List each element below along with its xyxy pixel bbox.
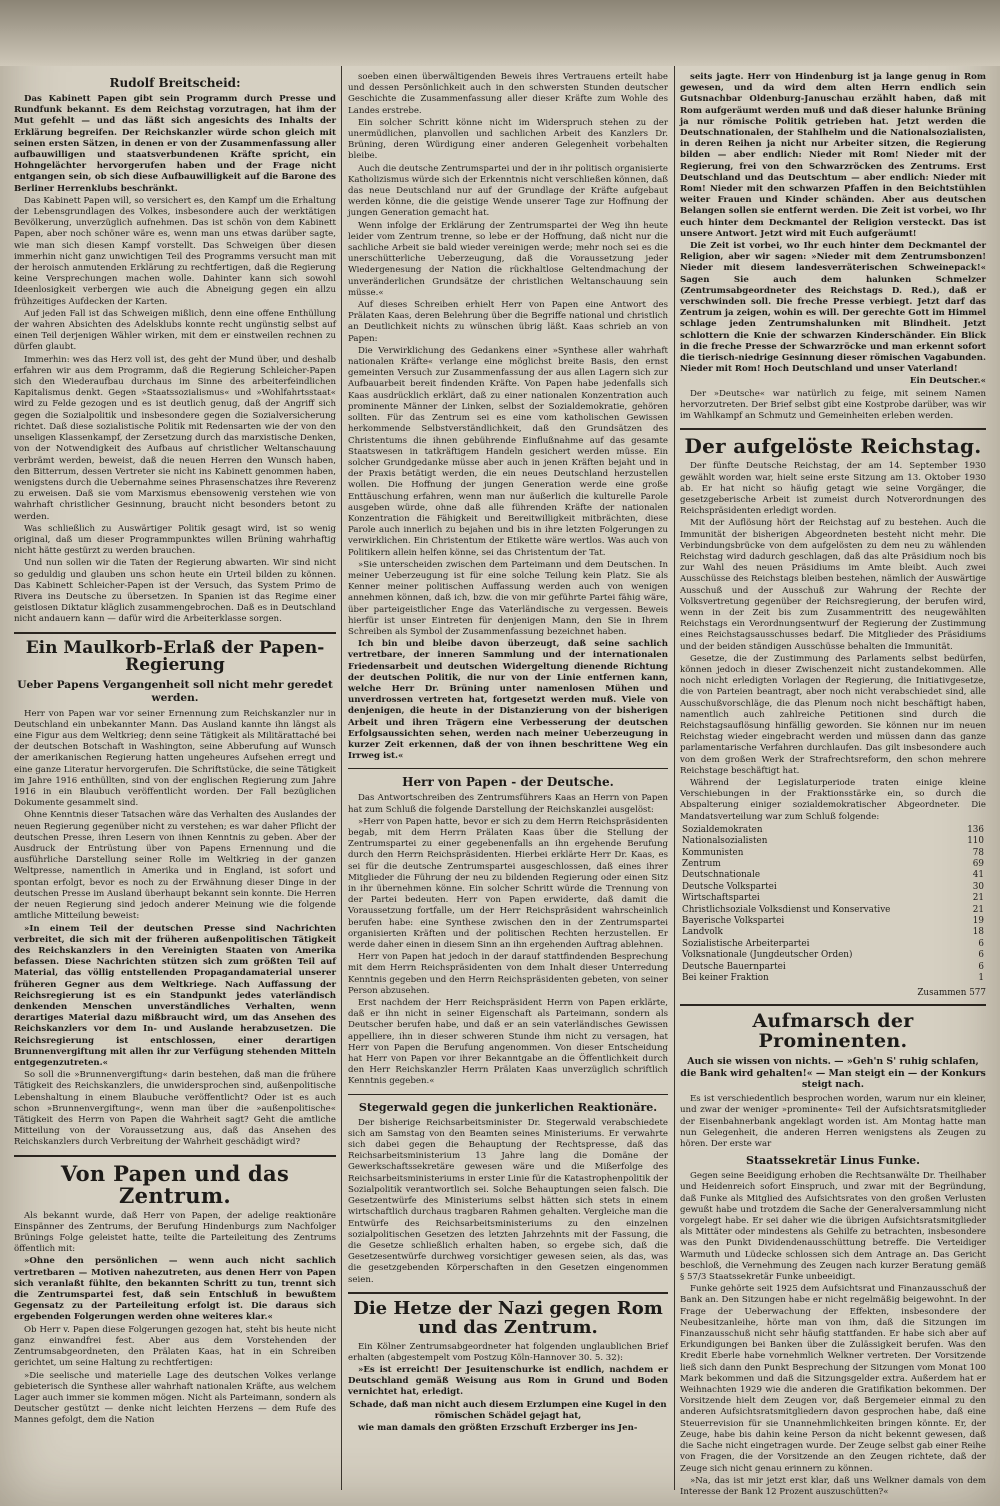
seat-count: 6 [978, 950, 984, 961]
column-3 [680, 72, 986, 1497]
party-name: Christlichsoziale Volksdienst und Konservative [682, 904, 891, 915]
paragraph: Ein Kölner Zentrumsabgeordneter hat folgenden unglaublichen Brief erhalten (abgestempelt vom Postzug Köln-Hannover 30. 5. 32): [348, 1341, 668, 1363]
article-title: Aufmarsch der Prominenten. [752, 1010, 914, 1053]
paragraph: Das Kabinett Papen gibt sein Programm durch Presse und Rundfunk bekannt. Es dem Reichstag vorzutragen, hat ihm der Mut gefehlt — und das läßt sich angesichts des Inhalts der Erklärung begreifen. Der Reichskanzler würde schon gleich mit seinen ersten Sätzen, in denen er von der Zusammenfassung aller aufbauwilligen und staatsverbundenen Kräfte spricht, ein Hohngelächter hervorgerufen haben und der Frage nicht entgangen sein, ob sich diese Aufbauwilligkeit auf die Barone des Berliner Herrenklubs beschränkt. [14, 94, 336, 194]
seat-row [680, 950, 986, 961]
paragraph: Ein solcher Schritt könne nicht im Widerspruch stehen zu der unermüdlichen, planvollen und sachlichen Arbeit des Kanzlers Dr. Brüning, deren Würdigung einer anderen Gelegenheit vorbehalten bleibe. [348, 117, 668, 162]
party-name: Kommunisten [682, 847, 744, 858]
party-name: Zentrum [682, 859, 721, 870]
paragraph: Der »Deutsche« war natürlich zu feige, mit seinem Namen hervorzutreten. Der Brief selbst gibt eine Kostprobe darüber, was wir im Wahlkampf an Schmutz und Gemeinheiten erleben werden. [680, 388, 986, 422]
paragraph: Der bisherige Reichsarbeitsminister Dr. Stegerwald verabschiedete sich am Samstag von den Beamten seines Ministeriums. Er verwahrte sich dabei gegen die Behauptung der Rechtspresse, daß das Reichsarbeitsministerium 13 Jahre lang die Domäne der Gewerkschaftssekretäre gewesen wäre und die Mißerfolge des Reichsarbeitsministeriums in erster Linie für die Katastrophenpolitik der Sozialpolitik verantwortlich sei. Solche Behauptungen seien falsch. Die Gesetzentwürfe des Ministeriums selbst hätten sich stets in einem wirtschaftlich durchaus tragbaren Rahmen gehalten. Vergleiche man die Entwürfe des Reichsarbeitsministeriums zu den einzelnen sozialpolitischen Gesetzen des letzten Jahrzehnts mit der Fassung, die die Gesetze schließlich erhalten haben, so ergebe sich, daß die Gesetzesentwürfe durchweg vorsichtiger gewesen seien, als das, was die gesetzgebenden Körperschaften in den Gesetzen eingenommen seien. [348, 1117, 668, 1285]
paragraph: Herr von Papen war vor seiner Ernennung zum Reichskanzler nur in Deutschland ein unbekannter Mann. Das Ausland kannte ihn längst als eine Figur aus dem Weltkrieg; denn seine Tätigkeit als Militärattaché bei der deutschen Botschaft in Washington, seine Abberufung auf Wunsch der amerikanischen Regierung hatten ungeheures Aufsehen erregt und eine ganze Literatur hervorgerufen. Die Schriftstücke, die seine Tätigkeit im Jahre 1916 enthüllten, sind von der englischen Regierung zum Jahre 1916 in ein Blaubuch veröffentlicht worden. Der Fall bezüglichen Dokumente gesammelt sind. [14, 708, 336, 809]
party-name: Nationalsozialisten [682, 836, 768, 847]
seat-row [680, 882, 986, 893]
divider [680, 428, 986, 430]
paragraph: Schade, daß man nicht auch diesem Erzlumpen eine Kugel in den römischen Schädel gejagt hat, [349, 1399, 667, 1421]
seat-row [680, 973, 986, 984]
divider [680, 1004, 986, 1006]
paragraph: Die Zeit ist vorbei, wo Ihr euch hinter dem Deckmantel der Religion, aber wir sagen: »Nieder mit dem Zentrumsbonzen! Nieder mit diesem landesverräterischen Schweinepack!« Sagen Sie auch dem halunken Schmelzer (Zentrumsabgeordneter des Reichstags D. Red.), daß er verschwinden soll. Die freche Presse verbiegt. Jetzt darf das Zentrum ja zeigen, wohin es will. Der gerechte Gott im Himmel schlage jeden Zentrumshalunken mit Blindheit. Jetzt schlottern die Knie der schwarzen Kinderschänder. Ein Blick in die freche Presse der Schwarzröcke und man erkennt sofort die tierisch-niedrige Gesinnung dieser römischen Vagabunden. Nieder mit Rom! Hoch Deutschland und unser Vaterland! [680, 241, 986, 375]
seat-row [680, 836, 986, 847]
paragraph: Auf dieses Schreiben erhielt Herr von Papen eine Antwort des Prälaten Kaas, deren Belehrung über die Begriffe national und christlich an Deutlichkeit nichts zu wünschen übrig läßt. Kaas schrieb an von Papen: [348, 300, 668, 344]
seat-count: 6 [978, 938, 984, 949]
paragraph: Auch die deutsche Zentrumspartei und der in ihr politisch organisierte Katholizismus würde sich der Erkenntnis nicht verschließen können, daß das neue Deutschland nur auf der Grundlage der Kräfte aufgebaut werden könne, die die geistige Wende unserer Tage zur Hoffnung der jungen Generation gemacht hat. [348, 163, 668, 219]
paragraph: Gegen seine Beeidigung erhoben die Rechtsanwälte Dr. Theilhaber und Heidenreich sofort Einspruch, und zwar mit der Begründung, daß Funke als Mitglied des Aufsichtsrates von den großen Verlusten gewußt habe und trotzdem die Sache der Generalversammlung nicht vorgelegt habe. Er sei daher wie die übrigen Aufsichtsratsmitglieder als Mittäter oder mindestens als Gehilfe zu betrachten, insbesondere was den Punkt Dividendenausschüttung betreffe. Die Verteidiger Warmuth und Lüdecke schlossen sich dem Antrage an. Das Gericht beschloß, die Vernehmung des Zeugen nach kurzer Beratung gemäß § 57/3 Staatssekretär Funke unbeeidigt. [680, 1171, 986, 1283]
paragraph: »Die seelische und materielle Lage des deutschen Volkes verlange gebieterisch die Synthese aller wahrhaft nationalen Kräfte, aus welchem Lager auch immer sie kommen mögen. Nicht als Parteimann, sondern als Deutscher gestützt — denke nicht leichten Herzens — dem Rufe des Mannes gefolgt, dem die Nation [14, 1370, 336, 1426]
column-rule [341, 66, 342, 1490]
party-name: Bayerische Volkspartei [682, 916, 785, 927]
article-papen-deutsche [348, 775, 668, 1087]
seat-row [680, 916, 986, 927]
paragraph: Ob Herr v. Papen diese Folgerungen gezogen hat, steht bis heute nicht ganz einwandfrei fest. Aber aus dem Vorstehenden der Zentrumsabgeordneten, den Prälaten Kaas, hat in ein Schreiben gerichtet, um seine Haltung zu rechtfertigen: [14, 1324, 336, 1369]
article-title: Die Hetze der Nazi gegen Rom und das Zentrum. [353, 1297, 663, 1338]
party-name: Sozialdemokraten [682, 824, 763, 835]
article-reichstag [680, 436, 986, 998]
article-breitscheid [14, 76, 336, 626]
seat-count: 6 [978, 961, 984, 972]
paragraph: Wenn infolge der Erklärung der Zentrumspartei der Weg ihn heute leider vom Zentrum trenne, so lebe er der Hoffnung, daß nicht nur die sachliche Arbeit sie bald wieder vereinigen werde; mehr noch sei es die unerschütterliche Ueberzeugung, daß die Voraussetzung jeder Wiedergenesung der Nation die rückhaltlose Geltendmachung der unveränderlichen Grundsätze der christlichen Weltanschauung sein müsse.« [348, 220, 668, 298]
column-2 [348, 72, 668, 1488]
article-title: Herr von Papen - der Deutsche. [402, 775, 614, 790]
article-subtitle: Ueber Papens Vergangenheit soll nicht mehr geredet werden. [17, 679, 333, 704]
seat-count: 78 [972, 847, 984, 858]
paragraph: Ohne Kenntnis dieser Tatsachen wäre das Verhalten des Auslandes der neuen Regierung gegenüber nicht zu verstehen; es war daher Pflicht der deutschen Presse, ihren Lesern von ihnen Kenntnis zu geben. Aber der Ausdruck der Entrüstung über von Papens Ernennung und die ausführliche Darstellung seiner Rolle im Weltkrieg in der ganzen Weltpresse, namentlich in Amerika und in England, ist sofort und spontan erfolgt, bevor es noch zu der Erwähnung dieser Dinge in der deutschen Presse im Ausland überhaupt bekannt sein konnte. Die Herren der neuen Regierung sind jedoch anderer Meinung wie die folgende amtliche Mitteilung beweist: [14, 810, 336, 922]
paragraph: Funke gehörte seit 1925 dem Aufsichtsrat und Finanzausschuß der Bank an. Den Sitzungen habe er nicht regelmäßig beigewohnt. In der Frage der Ueberwachung der Effekten, insbesondere der Neubesitzanleihe, hörte man von ihm, daß die Sitzungen im Finanzausschuß nicht sehr häufig stattfanden. Er habe sich aber auf Erkundigungen bei Banken über die Zulässigkeit berufen. Was den Kredit Eberle habe vornehmlich Welkner vertreten. Der Vorsitzende ließ sich dann den Punkt Besprechung der Sitzungen vom Monat 100 Mark bekommen und daß die Sitzungsgelder extra. Außerdem hat er Weihnachten 1929 wie die anderen die Gratifikation bekommen. Der Vorsitzende hielt dem Zeugen vor, daß Bergemeier einmal zu den anderen Aufsichtsratsmitgliedern davon gesprochen habe, daß eine Steuerrevision für sie Unannehmlichkeiten bringen könnte. Er, der Zeuge, habe bis dahin keine Person da nicht bekennt gewesen, daß die Sache nicht eingetragen wurde. Der Zeuge selbst gab einer Reihe von Fragen, die der Vorsitzende an den Zeugen richtete, daß der Zeuge sich nicht genau erinnern zu können. [680, 1284, 986, 1474]
paragraph: wie man damals den größten Erzschuft Erzberger ins Jen- [358, 1422, 638, 1433]
paragraph: »In einem Teil der deutschen Presse sind Nachrichten verbreitet, die sich mit der früheren außenpolitischen Tätigkeit des Reichskanzlers in den Vereinigten Staaten von Amerika befassen. Diese Nachrichten stützen sich zum größten Teil auf Material, das völlig entstellenden Propagandamaterial unserer früheren Gegner aus dem Weltkriege. Nach Auffassung der Reichsregierung ist es ein Standpunkt jedes vaterländisch denkenden Menschen unverständliches Verhalten, wenn derartiges Material dazu mißbraucht wird, um das Ansehen des Reichskanzlers vor dem In- und Auslande herabzusetzen. Die Reichsregierung ist entschlossen, einer derartigen Brunnenvergiftung mit allen ihr zur Verfügung stehenden Mitteln entgegenzutreten.« [14, 923, 336, 1068]
seat-row [680, 859, 986, 870]
seat-count: 69 [972, 859, 984, 870]
paragraph: Auf jeden Fall ist das Schweigen mißlich, denn eine offene Enthüllung der wahren Absichten des Adelsklubs konnte recht ungünstig selbst auf einen Teil derjenigen Wähler wirken, mit dem er einstweilen rechnen zu dürfen glaubt. [14, 308, 336, 353]
paragraph: Als bekannt wurde, daß Herr von Papen, der adelige reaktionäre Einspänner des Zentrums, der Berufung Hindenburgs zum Nachfolger Brünings Folge geleistet hatte, teilte die Parteileitung des Zentrums öffentlich mit: [14, 1210, 336, 1255]
paragraph: »Herr von Papen hatte, bevor er sich zu dem Herrn Reichspräsidenten begab, mit dem Herrn Prälaten Kaas über die Stellung der Zentrumspartei zu einer gegebenenfalls an ihn ergehende Berufung durch den Herrn Reichspräsidenten. Hierbei erklärte Herr Dr. Kaas, es sei für die deutsche Zentrumspartei ausgeschlossen, daß eines ihrer Mitglieder die Führung der neu zu bildenden Regierung oder einen Sitz in ihr übernehmen könne. Ein solcher Schritt würde die Trennung von der Partei bedeuten. Herr von Papen erwiderte, daß damit die Voraussetzung fortfalle, um der Herr Reichspräsident wahrscheinlich berufen habe: eine Synthese zwischen den in der Zentrumspartei organisierten Kräften und der politischen Rechten herzustellen. Er werde daher einen in diesem Sinn an ihn ergehenden Auftrag ablehnen. [348, 816, 668, 951]
article-title: Der aufgelöste Reichstag. [684, 434, 982, 459]
party-name: Deutschnationale [682, 870, 761, 881]
seat-count: 136 [967, 824, 984, 835]
paragraph: seits jagte. Herr von Hindenburg ist ja lange genug in Rom gewesen, und da wird dem alten Herrn endlich sein Gutsnachbar Oldenburg-Januschau erzählt haben, daß mit Rom aufgeräumt werden muß und daß dieser halunke Brüning ja nur römische Politik getrieben hat. Jetzt werden die Deutschnationalen, der Stahlhelm und die Nationalsozialisten, in deren Reihen ja nicht nur Arbeiter sitzen, die Regierung bilden — aber endlich: Nieder mit Rom! Nieder mit der Regierung, frei von den Schwarzröcken des Zentrums. Erst Deutschland und das Deutschtum — aber endlich: Nieder mit Rom! Nieder mit den schwarzen Pfaffen in den Beichtstühlen weiter Frauen und Kinder schänden. Aber aus deutschen Belangen sollen sie entfernt werden. Die Zeit ist vorbei, wo Ihr euch hinter dem Deckmantel der Religion versteckt. Das ist unsere Antwort. Jetzt wird mit Euch aufgeräumt! [680, 72, 986, 239]
seat-count: 30 [972, 881, 984, 892]
paragraph: Während der Legislaturperiode traten einige kleine Verschiebungen in der Fraktionsstärke ein, so durch die Abspalterung einiger sozialdemokratischer Abgeordneter. Die Mandatsverteilung war zum Schluß folgende: [680, 777, 986, 822]
seat-row [680, 927, 986, 938]
seat-row [680, 893, 986, 904]
party-name: Deutsche Volkspartei [682, 881, 777, 892]
seat-row [680, 870, 986, 881]
paragraph: So soll die »Brunnenvergiftung« darin bestehen, daß man die frühere Tätigkeit des Reichskanzlers, die unwidersprochen sind, außenpolitische Lebenshaltung in einem Blaubuche veröffentlicht? Oder ist es auch schon »Brunnenvergiftung«, wenn man über die »außenpolitische« Tätigkeit des Herrn von Papen die Wahrheit sagt? Geht die amtliche Mitteilung von der Voraussetzung aus, daß das Ansehen des Reichskanzlers durch Verbreitung der Wahrheit geschädigt wird? [14, 1070, 336, 1148]
seat-distribution-table [680, 825, 986, 985]
seat-row [680, 939, 986, 950]
article-continuation [348, 72, 668, 762]
paragraph: Immerhin: wes das Herz voll ist, des geht der Mund über, und deshalb erfahren wir aus dem Programm, daß die Regierung Schleicher-Papen sich den Wiederaufbau durchaus im Sinne des arbeiterfeindlichen Kapitalismus denkt. Gegen »Staatssozialismus« und »Wohlfahrtsstaat« wird zu Felde gezogen und es ist deutlich genug, daß der Angriff sich gegen die Sozialpolitik und insbesondere gegen die Sozialversicherung richtet. Daß diese sozialistische Politik mit Redensarten wie der von den unseligen Klassenkampf, der Zersetzung durch das marxistische Denken, von der Notwendigkeit des Aufbaus auf christlicher Weltanschauung verbrämt werden, beweist, daß die neuen Herren den Wunsch haben, den Bitterrum, dessen Vertreter sie nicht ins Kabinett genommen haben, wenigstens durch die Uebernahme seines Phrasenschatzes ihre Reverenz zu erweisen. Daß sie vom Marxismus ebensowenig verstehen wie von wahrhaft christlicher Gesinnung, braucht nicht besonders betont zu werden. [14, 354, 336, 522]
party-name: Sozialistische Arbeiterpartei [682, 938, 810, 949]
seat-total: Zusammen 577 [917, 988, 986, 999]
signature: Ein Deutscher.« [909, 376, 986, 387]
article-nazi-hetze [348, 1297, 668, 1434]
paragraph: Erst nachdem der Herr Reichspräsident Herrn von Papen erklärte, daß er ihn nicht in seiner Eigenschaft als Parteimann, sondern als Deutscher berufen habe, und daß er an sein vaterländisches Gewissen appelliere, ihn in dieser schweren Stunde ihm nicht zu versagen, hat Herr von Papen die Berufung angenommen. Von dieser Entscheidung hat Herr von Papen vor ihrer Bekanntgabe an die Öffentlichkeit durch den Herr Reichskanzler Herrn Prälaten Kaas unverzüglich schriftlich Kenntnis gegeben.« [348, 998, 668, 1087]
paragraph: Und nun sollen wir die Taten der Regierung abwarten. Wir sind nicht so geduldig und glauben uns schon heute ein Urteil bilden zu können. Das Kabinett Schleicher-Papen ist der Versuch, das System Primo de Rivera ins Deutsche zu übersetzen. In Spanien ist das Regime einer geistlosen Diktatur kläglich zusammengebrochen. Daß es in Deutschland nicht andauern kann — dafür wird die Arbeiterklasse sorgen. [14, 558, 336, 625]
paragraph: »Na, das ist mir jetzt erst klar, daß uns Welkner damals von dem Interesse der Bank 12 Prozent auszuschütten?« [680, 1475, 986, 1497]
paragraph: Die Verwirklichung des Gedankens einer »Synthese aller wahrhaft nationalen Kräfte« verlange eine möglichst breite Basis, den ernst gemeinten Versuch zur Zusammenfassung der aus allen Lagern sich zur Aufbauarbeit bereit findenden Kräfte. Von Papen habe jedenfalls sich Kaas ausdrücklich erklärt, daß zu einer nationalen Konzentration auch prominente Männer der Linken, selbst der Sozialdemokratie, gehören sollten. Für das Zentrum sei es eine vom katholischen Gewissen herkommende Selbstverständlichkeit, daß den Grundsätzen des Christentums die ihnen gebührende Einflußnahme auf das gesamte Staatswesen in tatkräftigem Handeln gesichert werden müsse. Ein solcher Grundgedanke müsse aber auch in jenen Kräften bejaht und in der Praxis betätigt werden, die ein neues Deutschland herzustellen wollen. Die Hoffnung der jungen Generation werde eine große Enttäuschung erfahren, wenn man nur äußerlich die kulturelle Parole ausgeben würde, ohne daß alle führenden Kräfte der nationalen Konzentration die Fähigkeit und Bereitwilligkeit mitbrächten, diese Parole auch innerlich zu bejahen und bis in ihre letzten Folgerungen zu verwirklichen. Ein Christentum der Etikette wäre wertlos. Was auch von Politikern allein helfen könne, sei das Christentum der Tat. [348, 345, 668, 558]
paragraph: Der fünfte Deutsche Reichstag, der am 14. September 1930 gewählt worden war, hielt seine erste Sitzung am 13. Oktober 1930 ab. Er hat nicht so häufig getagt wie seine Vorgänger, die gesetzgeberische Arbeit ist zumeist durch Notverordnungen des Reichspräsidenten erledigt worden. [680, 461, 986, 517]
paragraph: »Ohne den persönlichen — wenn auch nicht sachlich vertretbaren — Motiven nahezutreten, aus denen Herr von Papen sich veranlaßt fühlte, den bekannten Schritt zu tun, trennt sich die Zentrumspartei fest, daß sein Entschluß in bewußtem Gegensatz zu der Parteileitung erfolgt ist. Die daraus sich ergebenden Folgerungen werden ohne weiteres klar.« [14, 1256, 336, 1323]
paragraph: »Sie unterscheiden zwischen dem Parteimann und dem Deutschen. In meiner Ueberzeugung ist für eine solche Teilung kein Platz. Sie als Kenner meiner politischen Auffassung werden auch von wenigen annehmen können, daß ich, bzw. die von mir geführte Partei fähig wäre, über parteigeistlicher Enge das Vaterländische zu vergessen. Beweis hierfür ist unser Eintreten für denjenigen Mann, den Sie in Ihrem Schreiben als Symbol der Zusammenfassung bezeichnet haben. [348, 559, 668, 637]
paragraph: Mit der Auflösung hört der Reichstag auf zu bestehen. Auch die Immunität der bisherigen Abgeordneten besteht nicht mehr. Die Verbindungsbrücke von dem aufgelösten zu dem neu zu wählenden Reichstag wird dadurch geschlagen, daß das alte Präsidium noch bis zur Wahl des neuen Präsidiums im Amte bleibt. Auch zwei Ausschüsse des Reichstags bleiben bestehen, nämlich der Auswärtige Ausschuß und der Ausschuß zur Wahrung der Rechte der Volksvertretung gegenüber der Reichsregierung, der berufen wird, wenn in der Zeit bis zum Zusammentritt des neugewählten Reichstags ein Verordnungsentwurf der Regierung der Zustimmung eines Reichstagsausschusses bedarf. Die Mitglieder des Präsidiums und der beiden ständigen Ausschüsse behalten die Immunität. [680, 518, 986, 652]
section-heading: Staatssekretär Linus Funke. [746, 1154, 920, 1168]
party-name: Volksnationale (Jungdeutscher Orden) [682, 950, 853, 961]
paragraph: Was schließlich zu Auswärtiger Politik gesagt wird, ist so wenig original, daß um dieser Programmpunktes willen Brüning wahrhaftig nicht hätte gestürzt zu werden brauchen. [14, 523, 336, 557]
divider [348, 1094, 668, 1095]
seat-count: 21 [972, 904, 984, 915]
column-rule [674, 66, 675, 1490]
seat-count: 18 [972, 927, 984, 938]
party-name: Wirtschaftspartei [682, 893, 760, 904]
paragraph: soeben einen überwältigenden Beweis ihres Vertrauens erteilt habe und dessen Persönlichkeit auch in den schwersten Stunden deutscher Geschichte die Zusammenfassung aller dieser Kräfte zum Wohle des Landes erstrebe. [348, 72, 668, 116]
paragraph: Ich bin und bleibe davon überzeugt, daß seine sachlich vertretbare, der inneren Sammlung und der internationalen Friedensarbeit und deutschen Widergeltung dienende Richtung der deutschen Politik, die nur von der Linie entfernen kann, welche Herr Dr. Brüning unter namenlosen Mühen und unverdrossen vertreten hat, fortgesetzt werden muß. Viele von denjenigen, die heute in der Distanzierung von der bisherigen Arbeit und ihren Trägern eine Verbesserung der deutschen Erfolgsaussichten sehen, werden nach meiner Ueberzeugung in kurzer Zeit erkennen, daß der von ihnen beschrittene Weg ein Irrweg ist.« [348, 639, 668, 762]
seat-row [680, 825, 986, 836]
party-name: Deutsche Bauernpartei [682, 961, 786, 972]
seat-row [680, 848, 986, 859]
party-name: Bei keiner Fraktion [682, 973, 769, 984]
article-stegerwald [348, 1101, 668, 1286]
seat-count: 19 [972, 916, 984, 927]
article-maulkorb [14, 637, 336, 1149]
seat-count: 110 [967, 836, 984, 847]
seat-count: 1 [978, 973, 984, 984]
seat-row [680, 962, 986, 973]
divider [14, 632, 336, 634]
divider [348, 1292, 668, 1294]
seat-row [680, 905, 986, 916]
seat-count: 41 [972, 870, 984, 881]
article-title: Ein Maulkorb-Erlaß der Papen-Regierung [25, 637, 325, 676]
article-prominenten [680, 1012, 986, 1498]
paragraph: Herr von Papen hat jedoch in der darauf stattfindenden Besprechung mit dem Herrn Reichspräsidenten von dem Inhalt dieser Unterredung Kenntnis gegeben und den Herrn Reichspräsidenten gebeten, von seiner Person abzusehen. [348, 952, 668, 996]
article-title: Rudolf Breitscheid: [109, 76, 241, 90]
divider [14, 1155, 336, 1157]
article-title: Stegerwald gegen die junkerlichen Reaktionäre. [358, 1100, 658, 1114]
article-papen-zentrum [14, 1160, 336, 1427]
article-letter-continuation [680, 72, 986, 422]
party-name: Landvolk [682, 927, 723, 938]
page-top-edge [0, 0, 1000, 66]
divider [348, 768, 668, 769]
paragraph: Das Kabinett Papen will, so versichert es, den Kampf um die Erhaltung der Lebensgrundlagen des Volkes, insbesondere auch der werktätigen Bevölkerung, unverzüglich aufnehmen. Das ist schön von dem Kabinett Papen, aber noch schöner wäre es, wenn man uns etwas darüber sagte, wie man sich diesen Kampf vorstellt. Das Schweigen über diesen immerhin nicht ganz unwichtigen Teil des Programms versucht man mit der heroisch anmutenden Erklärung zu rechtfertigen, daß die Regierung keine Versprechungen machen wolle. Dahinter kann sich sowohl Ideenlosigkeit verbergen wie auch die Abneigung gegen ein allzu frühzeitiges Aufdecken der Karten. [14, 195, 336, 307]
paragraph: Es ist verschiedentlich besprochen worden, warum nur ein kleiner, und zwar der weniger »prominente« Teil der Aufsichtsratsmitglieder der Eisenbahnerbank angeklagt worden ist. Am Montag hatte man nun Gelegenheit, die anderen Herren wenigstens als Zeugen zu hören. Der erste war [680, 1094, 986, 1150]
article-subtitle: Auch sie wissen von nichts. — »Geh'n S' ruhig schlafen, die Bank wird gehalten!« — Man steigt ein — der Konkurs steigt nach. [680, 1056, 986, 1090]
article-title: Von Papen und das Zentrum. [60, 1160, 290, 1208]
seat-count: 21 [972, 893, 984, 904]
column-1 [14, 72, 336, 1488]
paragraph: Das Antwortschreiben des Zentrumsführers Kaas an Herrn von Papen hat zum Schluß die folgende Darstellung der Reichskanzlei ausgelöst: [348, 793, 668, 815]
paragraph: Gesetze, die der Zustimmung des Parlaments selbst bedürfen, können jedoch in dieser Zwischenzeit nicht zustandekommen. Alle noch nicht erledigten Vorlagen der Regierung, die Initiativgesetze, die von Parteien beantragt, aber noch nicht verabschiedet sind, alle Ausschußvorschläge, die das Plenum noch nicht beschäftigt haben, namentlich auch zahlreiche Petitionen sind durch die Reichstagsauflösung hinfällig geworden. Sie können nur im neuen Reichstag wieder eingebracht werden und müssen dann das ganze parlamentarische Verfahren durchlaufen. Das gilt insbesondere auch von dem großen Werk der Strafrechtsreform, den schon mehrere Reichstage beschäftigt hat. [680, 653, 986, 776]
paragraph: »Es ist erreicht! Der Jesuitenschurke ist endlich, nachdem er Deutschland gemäß Weisung aus Rom in Grund und Boden vernichtet hat, erledigt. [348, 1364, 668, 1398]
